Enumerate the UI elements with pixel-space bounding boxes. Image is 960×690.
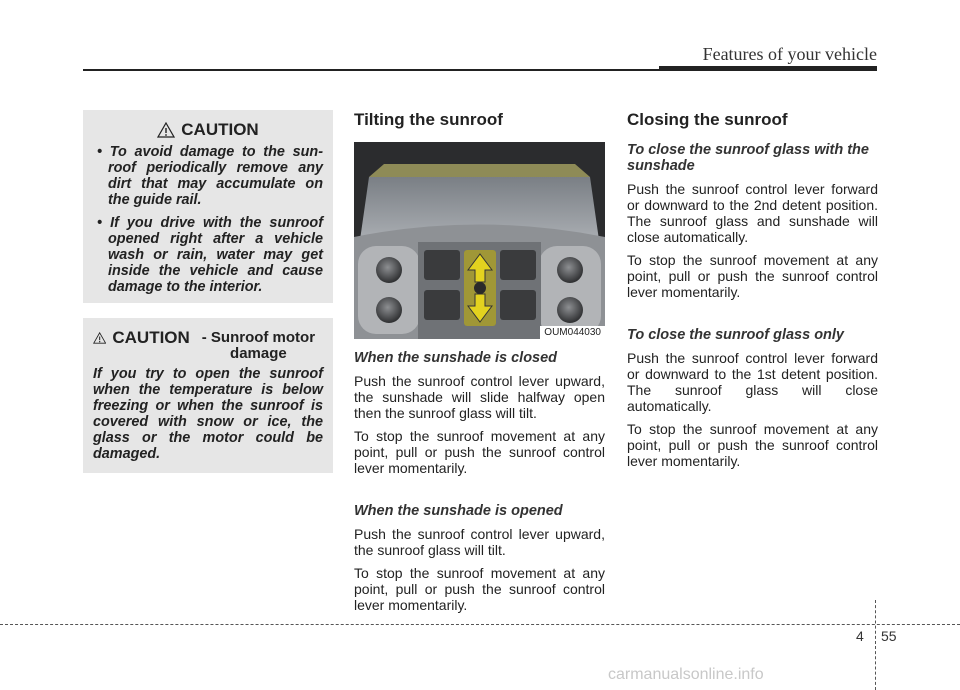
paragraph: Push the sunroof control lever upward, the sunroof glass will tilt. (354, 526, 605, 558)
paragraph: To stop the sunroof movement at any point, pull or push the sunroof control lever momentarily. (627, 421, 878, 469)
caution-list (93, 144, 323, 295)
subheading-close-glass-only: To close the sunroof glass only (627, 327, 844, 343)
caution-item-text: To avoid damage to the sunroof periodically remove any dirt that may accumulate on the guide rail. (108, 144, 323, 208)
closing-section (627, 110, 878, 476)
page-header-title: Features of your vehicle (702, 44, 877, 64)
caution-box-guide-rail (83, 110, 333, 303)
warning-triangle-icon (157, 122, 175, 138)
header-rule-accent (659, 66, 877, 71)
footer-divider (875, 600, 876, 690)
paragraph: To stop the sunroof movement at any point, pull or push the sunroof control lever momentarily. (627, 252, 878, 300)
caution-text: If you try to open the sunroof when the temperature is below freezing or when the sunroof is covered with snow or ice, the glass or the motor could be damaged. (93, 366, 323, 462)
caution-item: • If you drive with the sunroof opened right after a vehicle wash or rain, water may get inside the vehicle and cause damage to the interior. (97, 215, 323, 295)
watermark: carmanualsonline.info (608, 666, 764, 683)
paragraph: To stop the sunroof movement at any point, pull or push the sunroof control lever momentarily. (354, 565, 605, 613)
page-number: 55 (881, 628, 897, 644)
caution-heading (93, 120, 323, 140)
caution-box-sunroof-motor (83, 318, 333, 473)
caution-item: • To avoid damage to the sunroof periodically remove any dirt that may accumulate on the guide rail. (97, 144, 323, 208)
sunroof-control-figure (354, 142, 605, 339)
caution-heading-text: CAUTION (112, 328, 190, 347)
overhead-console-illustration (354, 142, 605, 339)
subheading-sunshade-opened: When the sunshade is opened (354, 503, 563, 519)
warning-triangle-icon (93, 330, 106, 346)
caution-heading-text: CAUTION (181, 120, 259, 139)
paragraph: Push the sunroof control lever upward, the sunshade will slide halfway open then the sunroof glass will tilt. (354, 373, 605, 421)
paragraph: Push the sunroof control lever forward or downward to the 1st detent position. The sunroof glass will close automatically. (627, 350, 878, 414)
caution-heading (93, 328, 323, 362)
section-title: Tilting the sunroof (354, 110, 503, 129)
chapter-number: 4 (856, 628, 864, 644)
footer-rule (0, 624, 960, 625)
caution-subheading: - Sunroof motor damage (201, 329, 316, 362)
caution-item-text: If you drive with the sunroof opened right after a vehicle wash or rain, water may get inside the vehicle and cause damage to the interior. (108, 215, 323, 295)
figure-code: OUM044030 (540, 326, 605, 339)
tilting-section (354, 110, 605, 620)
section-title: Closing the sunroof (627, 110, 788, 129)
header-rule (83, 69, 659, 71)
subheading-sunshade-closed: When the sunshade is closed (354, 350, 558, 366)
subheading-close-with-sunshade: To close the sunroof glass with the sunshade (627, 142, 869, 174)
paragraph: To stop the sunroof movement at any point, pull or push the sunroof control lever momentarily. (354, 428, 605, 476)
paragraph: Push the sunroof control lever forward or downward to the 2nd detent position. The sunroof glass and sunshade will close automatically. (627, 181, 878, 245)
